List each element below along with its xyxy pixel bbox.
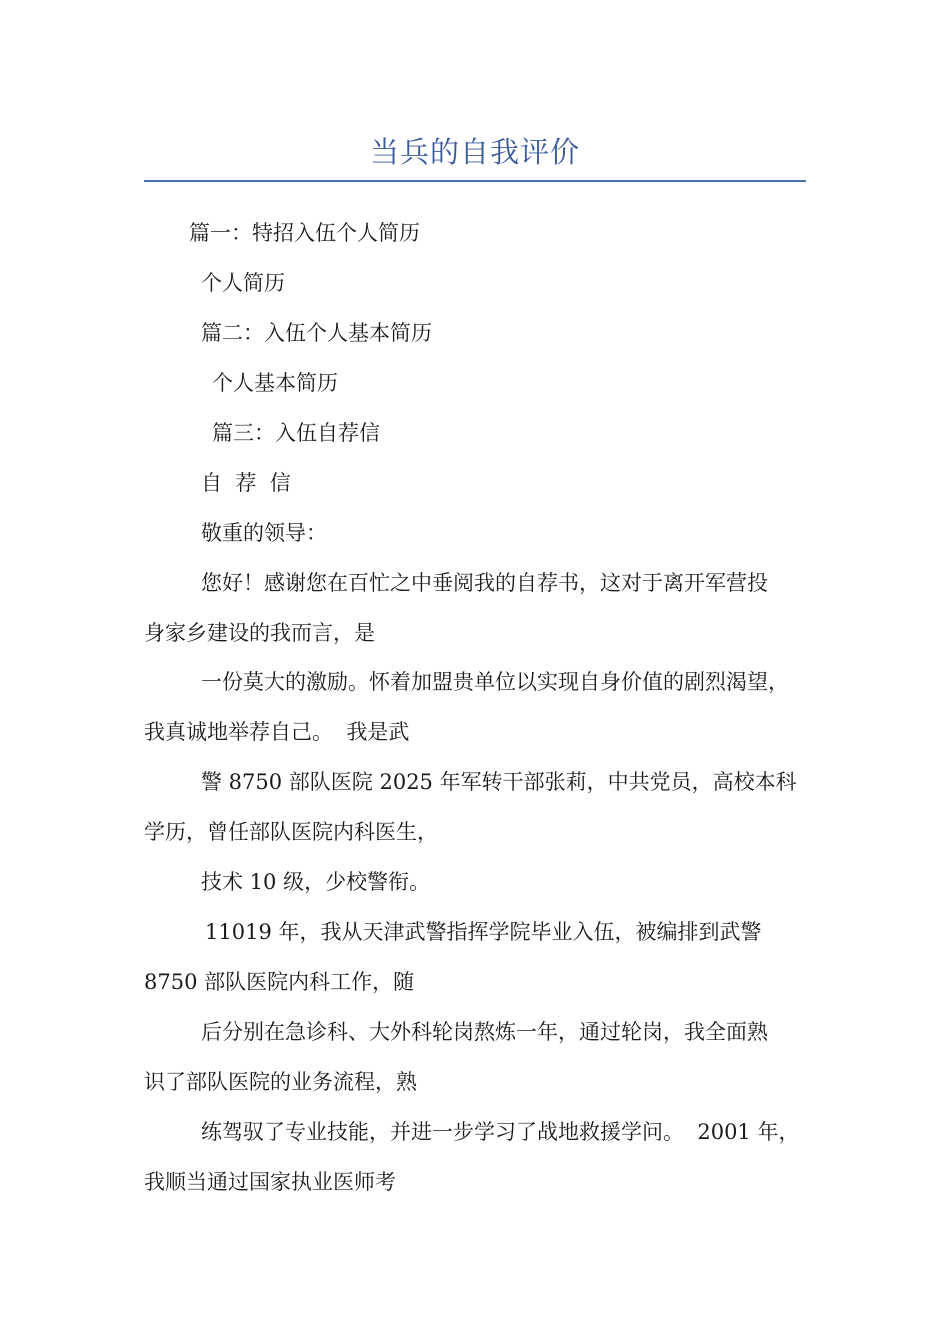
body-line: 技术 10 级，少校警衔。 — [201, 870, 431, 894]
body-line: 敬重的领导： — [201, 521, 327, 545]
body-line: 身家乡建设的我而言，是 — [144, 621, 375, 645]
body-line: 8750 部队医院内科工作，随 — [144, 970, 415, 994]
body-line: 篇一：特招入伍个人简历 — [189, 221, 420, 245]
body-line: 11019 年，我从天津武警指挥学院毕业入伍，被编排到武警 — [205, 920, 762, 944]
body-line: 识了部队医院的业务流程，熟 — [144, 1070, 417, 1094]
title-underline — [144, 180, 806, 182]
body-line: 自 荐 信 — [201, 471, 291, 495]
body-line: 我顺当通过国家执业医师考 — [144, 1170, 396, 1194]
body-line: 您好！感谢您在百忙之中垂阅我的自荐书，这对于离开军营投 — [201, 571, 768, 595]
body-line: 一份莫大的激励。怀着加盟贵单位以实现自身价值的剧烈渴望， — [201, 670, 789, 694]
body-line: 个人简历 — [201, 271, 285, 295]
body-line: 学历，曾任部队医院内科医生， — [144, 820, 438, 844]
body-line: 个人基本简历 — [212, 371, 338, 395]
body-line: 练驾驭了专业技能，并进一步学习了战地救援学问。 2001 年， — [201, 1120, 800, 1144]
body-line: 篇三：入伍自荐信 — [212, 421, 380, 445]
body-line: 警 8750 部队医院 2025 年军转干部张莉，中共党员，高校本科 — [201, 770, 797, 794]
page-title: 当兵的自我评价 — [369, 135, 580, 169]
body-line: 后分别在急诊科、大外科轮岗熬炼一年，通过轮岗，我全面熟 — [201, 1020, 768, 1044]
body-line: 我真诚地举荐自己。 我是武 — [144, 720, 410, 744]
body-line: 篇二：入伍个人基本简历 — [201, 321, 432, 345]
